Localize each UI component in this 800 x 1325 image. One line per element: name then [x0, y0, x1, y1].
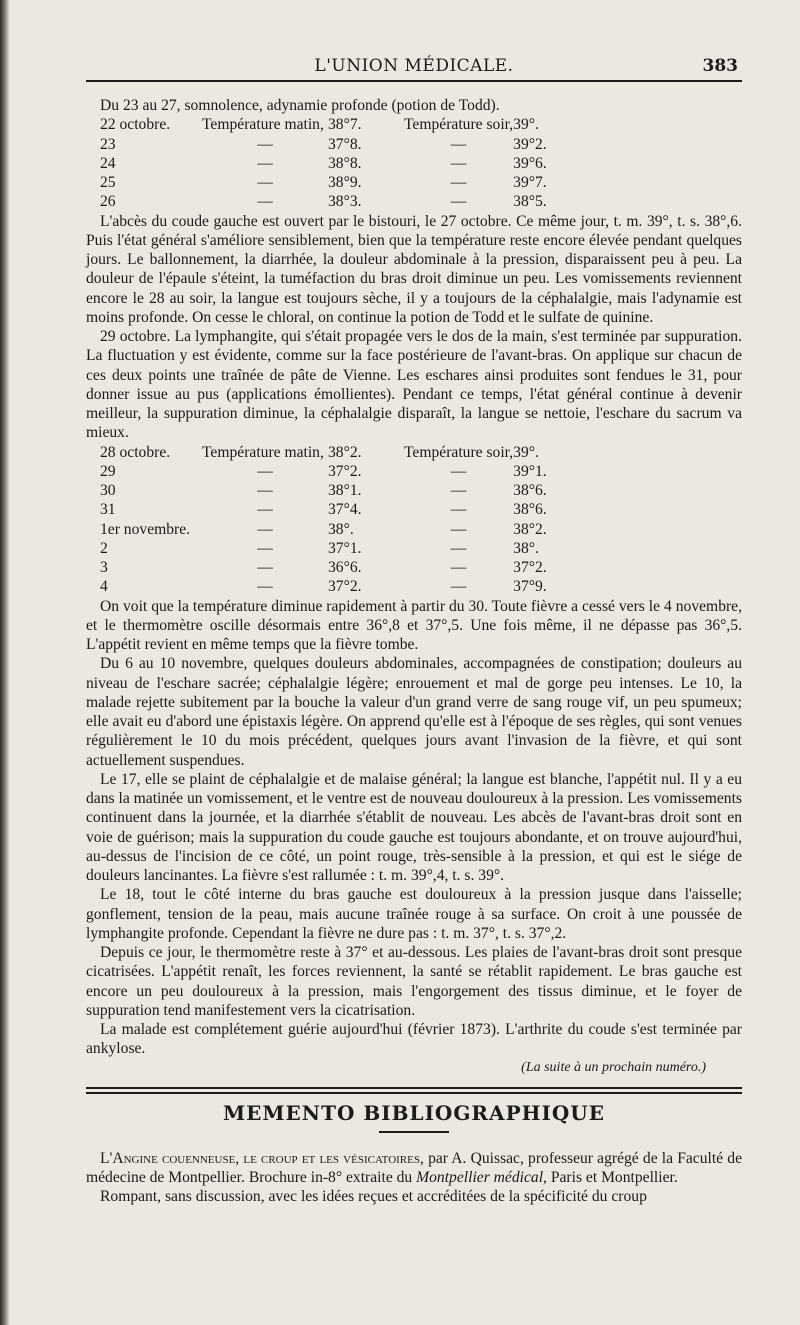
- ditto-dash: —: [450, 520, 467, 538]
- bibliography-entry: [86, 1149, 742, 1207]
- table-row: [100, 520, 593, 539]
- table-row: [100, 558, 593, 577]
- continuation-note: (La suite à un prochain numéro.): [521, 1059, 706, 1075]
- ditto-dash: —: [450, 578, 467, 596]
- ditto-dash: —: [257, 539, 273, 557]
- ditto-dash: —: [257, 482, 273, 499]
- evening-label: Température soir,: [404, 116, 514, 134]
- table-row: [100, 577, 593, 596]
- table-row: [100, 154, 593, 173]
- evening-value: 37°2.: [513, 559, 547, 576]
- page-header: [86, 52, 742, 82]
- morning-value: 37°2.: [328, 462, 362, 480]
- paragraph: Rompant, sans discussion, avec les idées reçues et accréditées de la spécificité du croup: [100, 1188, 647, 1206]
- evening-value: 38°6.: [513, 501, 547, 519]
- morning-value: 38°3.: [328, 193, 362, 211]
- morning-value: 38°1.: [328, 482, 362, 499]
- paragraph: Le 18, tout le côté interne du bras gauche est douloureux à la pression jusque dans l'aisselle; gonflement, tension de la peau, mais aucune traînée rouge à sa surface. On croit à une poussée de lymphangite profonde. Cependant la fièvre ne dure pas : t. m. 37°, t. s. 37°,2.: [86, 886, 742, 942]
- ditto-dash: —: [450, 154, 467, 172]
- ditto-dash: —: [450, 193, 467, 211]
- date-cell: 22 octobre.: [100, 116, 171, 134]
- journal-page: [86, 52, 742, 1207]
- date-cell: 24: [100, 154, 116, 172]
- evening-value: 39°.: [513, 443, 539, 461]
- ditto-dash: —: [257, 559, 273, 576]
- paragraph: On voit que la température diminue rapidement à partir du 30. Toute fièvre a cessé vers le 4 novembre, et le thermomètre oscille désormais entre 36°,8 et 37°,5. Une fois même, il ne dépasse pas 36°,5. L'appétit revient en même temps que la fièvre tombe.: [86, 597, 742, 653]
- evening-value: 39°.: [513, 116, 539, 134]
- table-row: [100, 462, 593, 481]
- evening-value: 37°9.: [513, 578, 547, 596]
- temperature-table-1: [100, 115, 593, 211]
- table-row: [100, 481, 593, 500]
- paragraph: Du 23 au 27, somnolence, adynamie profonde (potion de Todd).: [100, 97, 500, 114]
- ditto-dash: —: [450, 482, 467, 499]
- title-underline: [379, 1131, 449, 1133]
- ditto-dash: —: [257, 154, 273, 172]
- date-cell: 26: [100, 193, 116, 211]
- section-title: MEMENTO BIBLIOGRAPHIQUE: [223, 1100, 605, 1125]
- morning-value: 38°9.: [328, 174, 362, 191]
- evening-value: 39°7.: [513, 174, 547, 191]
- table-row: [100, 192, 593, 211]
- paragraph: Du 6 au 10 novembre, quelques douleurs abdominales, accompagnées de constipation; douleurs au niveau de l'eschare sacrée; céphalalgie légère; enrouement et mal de gorge peu intenses. Le 10, la malade rejette subitement par la bouche la valeur d'un grand verre de sang rouge vif, un peu spumeux; elle avait eu d'abord une épistaxis légère. On apprend qu'elle est à l'époque de ses règles, qui sont venues régulièrement le 10 du mois précédent, quelques jours avant l'invasion de la fièvre, et qui sont actuellement suspendues.: [86, 655, 742, 769]
- ditto-dash: —: [257, 578, 273, 596]
- table-row: [100, 173, 593, 192]
- morning-value: 36°6.: [328, 559, 362, 576]
- evening-value: 38°2.: [513, 520, 547, 538]
- evening-value: 38°6.: [513, 482, 547, 499]
- ditto-dash: —: [257, 135, 273, 153]
- morning-label: Température matin,: [202, 116, 324, 134]
- table-row: [100, 500, 593, 519]
- publication-place: Paris et Montpellier.: [550, 1169, 678, 1186]
- paragraph: La malade est complétement guérie aujourd'hui (février 1873). L'arthrite du coude s'est terminée par ankylose.: [86, 1021, 742, 1058]
- date-cell: 4: [100, 578, 108, 596]
- morning-value: 38°.: [328, 520, 354, 538]
- book-author: par A. Quissac, professeur agrégé de la Faculté de médecine de Montpellier. Brochure in-8° extraite du: [86, 1149, 742, 1186]
- paragraph: Le 17, elle se plaint de céphalalgie et de malaise général; la langue est blanche, l'appétit nul. Il y a eu dans la matinée un vomissement, et le ventre est de nouveau douloureux à la pression. Les vomissements continuent dans la journée, et la diarrhée s'établit de nouveau. Les abcès de l'avant-bras droit sont en voie de guérison; mais la suppuration du coude gauche est toujours abondante, et on trouve aujourd'hui, au-dessus de l'incision de ce côté, un point rouge, très-sensible à la pression, et qui est le siége de douleurs lancinantes. La fièvre s'est rallumée : t. m. 39°,4, t. s. 39°.: [86, 770, 742, 884]
- evening-label: Température soir,: [404, 443, 514, 461]
- ditto-dash: —: [450, 559, 467, 576]
- table-row: [100, 539, 593, 558]
- evening-value: 38°.: [513, 539, 539, 557]
- page-binding-edge: [0, 0, 9, 1325]
- morning-value: 37°8.: [328, 135, 362, 153]
- bibliography-citation: [86, 1149, 742, 1188]
- morning-value: 38°2.: [328, 443, 362, 461]
- page-number: 383: [702, 56, 738, 76]
- date-cell: 28 octobre.: [100, 443, 171, 461]
- paragraph: 29 octobre. La lymphangite, qui s'était propagée vers le dos de la main, s'est terminée par suppuration. La fluctuation y est évidente, comme sur la face postérieure de l'avant-bras. On applique sur chacun de ces deux points une traînée de pâte de Vienne. Les eschares ainsi produites sont fendues le 31, pour donner issue au pus (applications émollientes). Pendant ce temps, l'état général continue à devenir meilleur, la suppuration diminue, la céphalalgie disparaît, la langue se nettoie, l'eschare du sacrum va mieux.: [86, 328, 742, 442]
- book-title: L'Angine couenneuse, le croup et les vésicatoires,: [100, 1149, 424, 1167]
- evening-value: 38°5.: [513, 193, 547, 211]
- ditto-dash: —: [450, 539, 467, 557]
- ditto-dash: —: [257, 501, 273, 519]
- ditto-dash: —: [257, 462, 273, 480]
- date-cell: 31: [100, 501, 116, 519]
- evening-value: 39°2.: [513, 135, 547, 153]
- evening-value: 39°1.: [513, 462, 547, 480]
- paragraph: Depuis ce jour, le thermomètre reste à 37° et au-dessous. Les plaies de l'avant-bras droit sont presque cicatrisées. L'appétit renaît, les forces reviennent, la santé se rétablit rapidement. Le bras gauche est encore un peu douloureux à la pression, mais l'engorgement des tissus diminue, et le foyer de suppuration tend manifestement vers la cicatrisation.: [86, 944, 742, 1019]
- ditto-dash: —: [450, 135, 467, 153]
- morning-value: 38°8.: [328, 154, 362, 172]
- paragraph: L'abcès du coude gauche est ouvert par le bistouri, le 27 octobre. Ce même jour, t. m. 39°, t. s. 38°,6. Puis l'état général s'améliore sensiblement, bien que la température reste encore élevée pendant quelques jours. Le ballonnement, la diarrhée, la douleur abdominale à la pression, disparaissent peu à peu. La douleur de l'épaule s'éteint, la tuméfaction du bras droit diminue un peu. Les vomissements reviennent encore le 28 au soir, la langue est toujours sèche, il y a toujours de la céphalalgie, mais l'adynamie est moins profonde. On cesse le chloral, on continue la potion de Todd et le sulfate de quinine.: [86, 212, 742, 326]
- evening-value: 39°6.: [513, 154, 547, 172]
- table-row: [100, 135, 593, 154]
- date-cell: 25: [100, 174, 116, 191]
- table-row: [100, 115, 593, 134]
- journal-name: Montpellier médical,: [416, 1169, 547, 1186]
- morning-value: 37°4.: [328, 501, 362, 519]
- ditto-dash: —: [450, 501, 467, 519]
- date-cell: 29: [100, 462, 116, 480]
- ditto-dash: —: [450, 174, 467, 191]
- section-divider: [86, 1087, 742, 1094]
- running-title: L'UNION MÉDICALE.: [314, 56, 514, 76]
- article-body: [86, 96, 742, 1077]
- morning-value: 37°2.: [328, 578, 362, 596]
- date-cell: 1er novembre.: [100, 520, 191, 538]
- date-cell: 30: [100, 482, 116, 499]
- morning-label: Température matin,: [202, 443, 324, 461]
- temperature-table-2: [100, 443, 593, 597]
- date-cell: 2: [100, 539, 108, 557]
- table-row: [100, 443, 593, 462]
- date-cell: 3: [100, 559, 108, 576]
- morning-value: 38°7.: [328, 116, 362, 134]
- ditto-dash: —: [257, 193, 273, 211]
- ditto-dash: —: [257, 520, 273, 538]
- date-cell: 23: [100, 135, 116, 153]
- ditto-dash: —: [257, 174, 273, 191]
- ditto-dash: —: [450, 462, 467, 480]
- morning-value: 37°1.: [328, 539, 362, 557]
